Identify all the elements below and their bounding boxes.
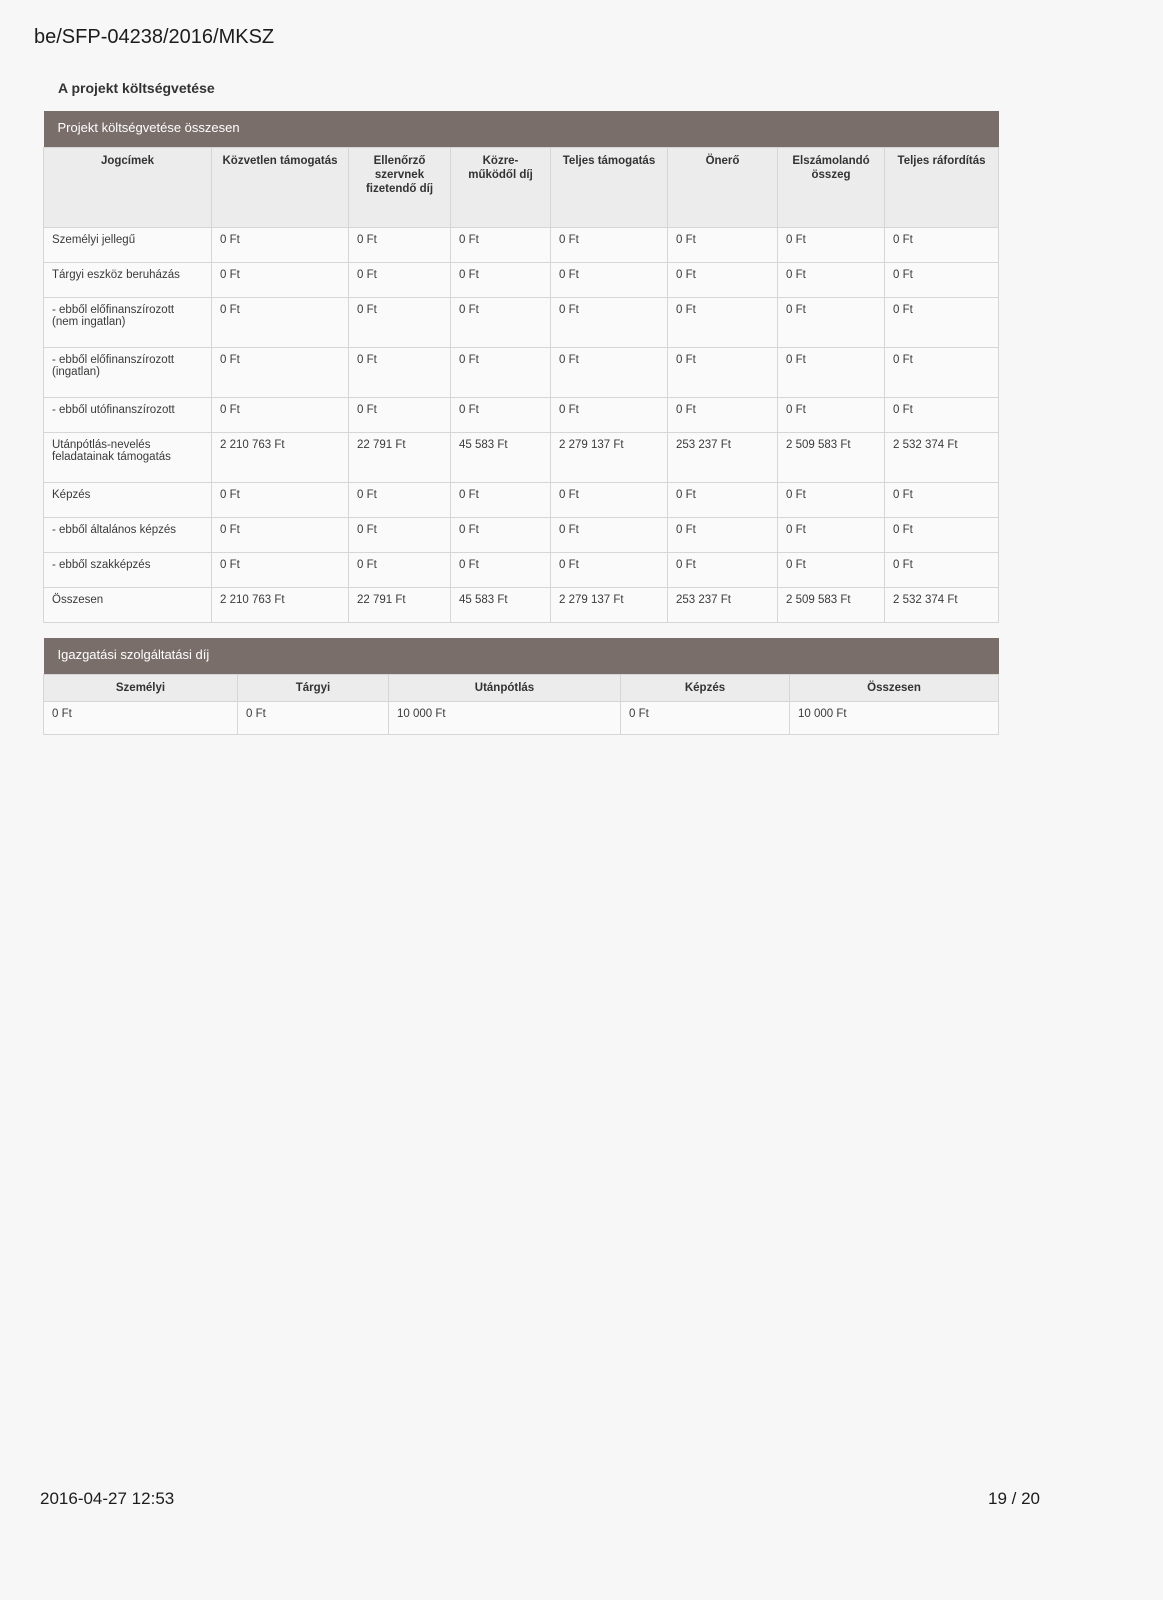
table-cell: 2 279 137 Ft (551, 588, 668, 623)
table-row (44, 298, 999, 348)
table-row (44, 398, 999, 433)
row-label: - ebből szakképzés (44, 553, 212, 588)
table-cell: 2 532 374 Ft (885, 433, 999, 483)
table-cell: 0 Ft (349, 263, 451, 298)
table-cell: 0 Ft (551, 398, 668, 433)
table-cell: 0 Ft (551, 228, 668, 263)
col-header: Tárgyi (238, 675, 389, 702)
table-cell: 0 Ft (778, 553, 885, 588)
table-cell: 0 Ft (885, 398, 999, 433)
table-cell: 0 Ft (885, 553, 999, 588)
table-cell: 0 Ft (778, 298, 885, 348)
table-row (44, 263, 999, 298)
table-cell: 0 Ft (551, 348, 668, 398)
table-row (44, 588, 999, 623)
table-cell: 0 Ft (451, 518, 551, 553)
row-label: - ebből előfinanszírozott (nem ingatlan) (44, 298, 212, 348)
table-cell: 0 Ft (778, 518, 885, 553)
page-number: 19 / 20 (988, 1489, 1040, 1508)
table-cell: 0 Ft (451, 263, 551, 298)
col-header: Közre-működől díj (451, 148, 551, 228)
row-label: - ebből előfinanszírozott (ingatlan) (44, 348, 212, 398)
table-cell: 0 Ft (551, 263, 668, 298)
table-cell: 10 000 Ft (790, 702, 999, 735)
table-cell: 0 Ft (885, 298, 999, 348)
table-cell: 2 509 583 Ft (778, 433, 885, 483)
table-cell: 0 Ft (451, 228, 551, 263)
table-cell: 0 Ft (349, 228, 451, 263)
table-cell: 0 Ft (668, 228, 778, 263)
table-cell: 2 210 763 Ft (212, 588, 349, 623)
table-cell: 0 Ft (778, 228, 885, 263)
table-cell: 0 Ft (668, 298, 778, 348)
table-cell: 0 Ft (551, 518, 668, 553)
table-cell: 0 Ft (212, 483, 349, 518)
col-header: Közvetlen támogatás (212, 148, 349, 228)
table-row (44, 348, 999, 398)
table-cell: 0 Ft (44, 702, 238, 735)
col-header: Képzés (621, 675, 790, 702)
table-cell: 0 Ft (551, 298, 668, 348)
table-cell: 0 Ft (778, 263, 885, 298)
table-cell: 45 583 Ft (451, 588, 551, 623)
col-header: Ellenőrző szervnek fizetendő díj (349, 148, 451, 228)
row-label: - ebből általános képzés (44, 518, 212, 553)
table-cell: 0 Ft (551, 553, 668, 588)
table-row (44, 702, 999, 735)
table-cell: 0 Ft (349, 348, 451, 398)
table-cell: 0 Ft (212, 298, 349, 348)
table-cell: 22 791 Ft (349, 433, 451, 483)
col-header: Személyi (44, 675, 238, 702)
table-cell: 0 Ft (349, 518, 451, 553)
table-cell: 10 000 Ft (389, 702, 621, 735)
table-cell: 0 Ft (212, 398, 349, 433)
col-header: Összesen (790, 675, 999, 702)
table-cell: 0 Ft (212, 553, 349, 588)
table-cell: 0 Ft (212, 518, 349, 553)
table-cell: 0 Ft (885, 483, 999, 518)
table-cell: 0 Ft (621, 702, 790, 735)
document-id: be/SFP-04238/2016/MKSZ (34, 26, 275, 48)
table-row (44, 483, 999, 518)
table-cell: 0 Ft (238, 702, 389, 735)
admin-fee-table (43, 638, 999, 735)
table-cell: 2 509 583 Ft (778, 588, 885, 623)
table-cell: 0 Ft (212, 348, 349, 398)
table-cell: 0 Ft (885, 263, 999, 298)
table-cell: 45 583 Ft (451, 433, 551, 483)
table-cell: 2 210 763 Ft (212, 433, 349, 483)
col-header: Teljes támogatás (551, 148, 668, 228)
print-timestamp: 2016-04-27 12:53 (40, 1489, 175, 1508)
table-cell: 0 Ft (668, 348, 778, 398)
row-label: Összesen (44, 588, 212, 623)
table-cell: 0 Ft (885, 348, 999, 398)
table-cell: 0 Ft (451, 553, 551, 588)
row-label: Képzés (44, 483, 212, 518)
section-title: A projekt költségvetése (58, 80, 215, 96)
table-cell: 0 Ft (668, 398, 778, 433)
table-cell: 0 Ft (451, 483, 551, 518)
table-cell: 0 Ft (451, 348, 551, 398)
table-cell: 0 Ft (778, 348, 885, 398)
table-cell: 0 Ft (668, 263, 778, 298)
row-label: Utánpótlás-nevelés feladatainak támogatás (44, 433, 212, 483)
col-header: Utánpótlás (389, 675, 621, 702)
table-cell: 0 Ft (885, 228, 999, 263)
table-cell: 0 Ft (778, 398, 885, 433)
table-row (44, 518, 999, 553)
budget-table-title: Projekt költségvetése összesen (44, 111, 999, 148)
table-cell: 0 Ft (668, 483, 778, 518)
table-cell: 0 Ft (668, 518, 778, 553)
table-cell: 0 Ft (349, 553, 451, 588)
row-label: - ebből utófinanszírozott (44, 398, 212, 433)
table-cell: 2 279 137 Ft (551, 433, 668, 483)
table-row (44, 228, 999, 263)
budget-table (43, 111, 999, 623)
table-cell: 0 Ft (668, 553, 778, 588)
table-cell: 22 791 Ft (349, 588, 451, 623)
table-cell: 0 Ft (451, 298, 551, 348)
col-header: Önerő (668, 148, 778, 228)
table-cell: 253 237 Ft (668, 588, 778, 623)
admin-fee-table-title: Igazgatási szolgáltatási díj (44, 638, 999, 675)
table-cell: 0 Ft (349, 483, 451, 518)
col-header: Teljes ráfordítás (885, 148, 999, 228)
table-row (44, 553, 999, 588)
col-header: Elszámolandó összeg (778, 148, 885, 228)
table-cell: 0 Ft (885, 518, 999, 553)
col-header: Jogcímek (44, 148, 212, 228)
table-cell: 253 237 Ft (668, 433, 778, 483)
row-label: Személyi jellegű (44, 228, 212, 263)
table-cell: 0 Ft (349, 298, 451, 348)
table-cell: 0 Ft (451, 398, 551, 433)
row-label: Tárgyi eszköz beruházás (44, 263, 212, 298)
table-cell: 0 Ft (212, 263, 349, 298)
table-cell: 0 Ft (778, 483, 885, 518)
table-cell: 0 Ft (551, 483, 668, 518)
table-cell: 0 Ft (212, 228, 349, 263)
table-cell: 2 532 374 Ft (885, 588, 999, 623)
table-row (44, 433, 999, 483)
table-cell: 0 Ft (349, 398, 451, 433)
